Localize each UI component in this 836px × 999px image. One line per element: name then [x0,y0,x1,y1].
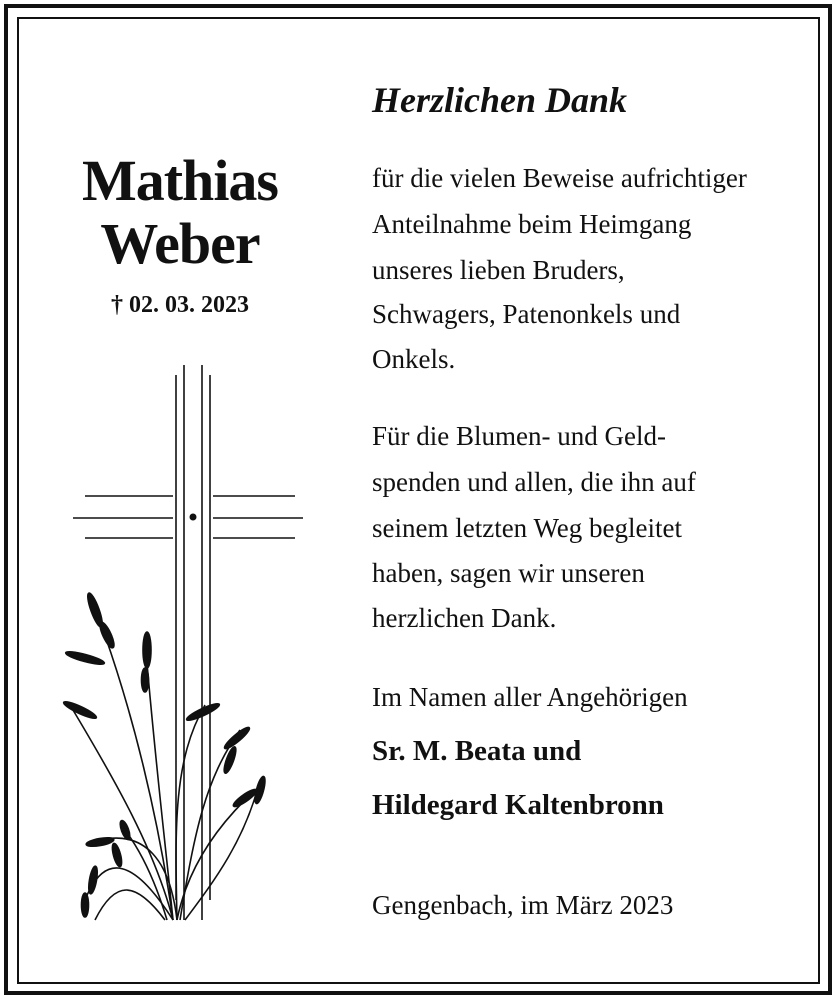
paragraph1-line: unseres lieben Bruders, [372,255,625,285]
signer-name: Hildegard Kaltenbronn [372,789,664,821]
headline: Herzlichen Dank [372,80,628,120]
paragraph2-line: seinem letzten Weg begleitet [372,513,682,543]
paragraph1-line: Onkels. [372,344,456,374]
cross-center-dot [190,514,197,521]
grass-icon [62,592,267,920]
signer-name: Sr. M. Beata und [372,735,582,767]
paragraph2-line: herzlichen Dank. [372,603,557,633]
paragraph2-line: haben, sagen wir unseren [372,558,645,588]
cross-with-grass-icon [55,360,320,950]
paragraph1-line: Schwagers, Patenonkels und [372,299,681,329]
paragraph2-line: spenden und allen, die ihn auf [372,467,696,497]
on-behalf-line: Im Namen aller Angehörigen [372,682,688,712]
paragraph2-line: Für die Blumen- und Geld- [372,421,666,451]
paragraph1-line: für die vielen Beweise aufrichtiger [372,163,747,193]
deceased-first-name: Mathias [82,148,278,213]
death-date: † 02. 03. 2023 [111,292,249,318]
paragraph1-line: Anteilnahme beim Heimgang [372,209,692,239]
deceased-last-name: Weber [100,211,260,276]
place-date: Gengenbach, im März 2023 [372,890,674,920]
